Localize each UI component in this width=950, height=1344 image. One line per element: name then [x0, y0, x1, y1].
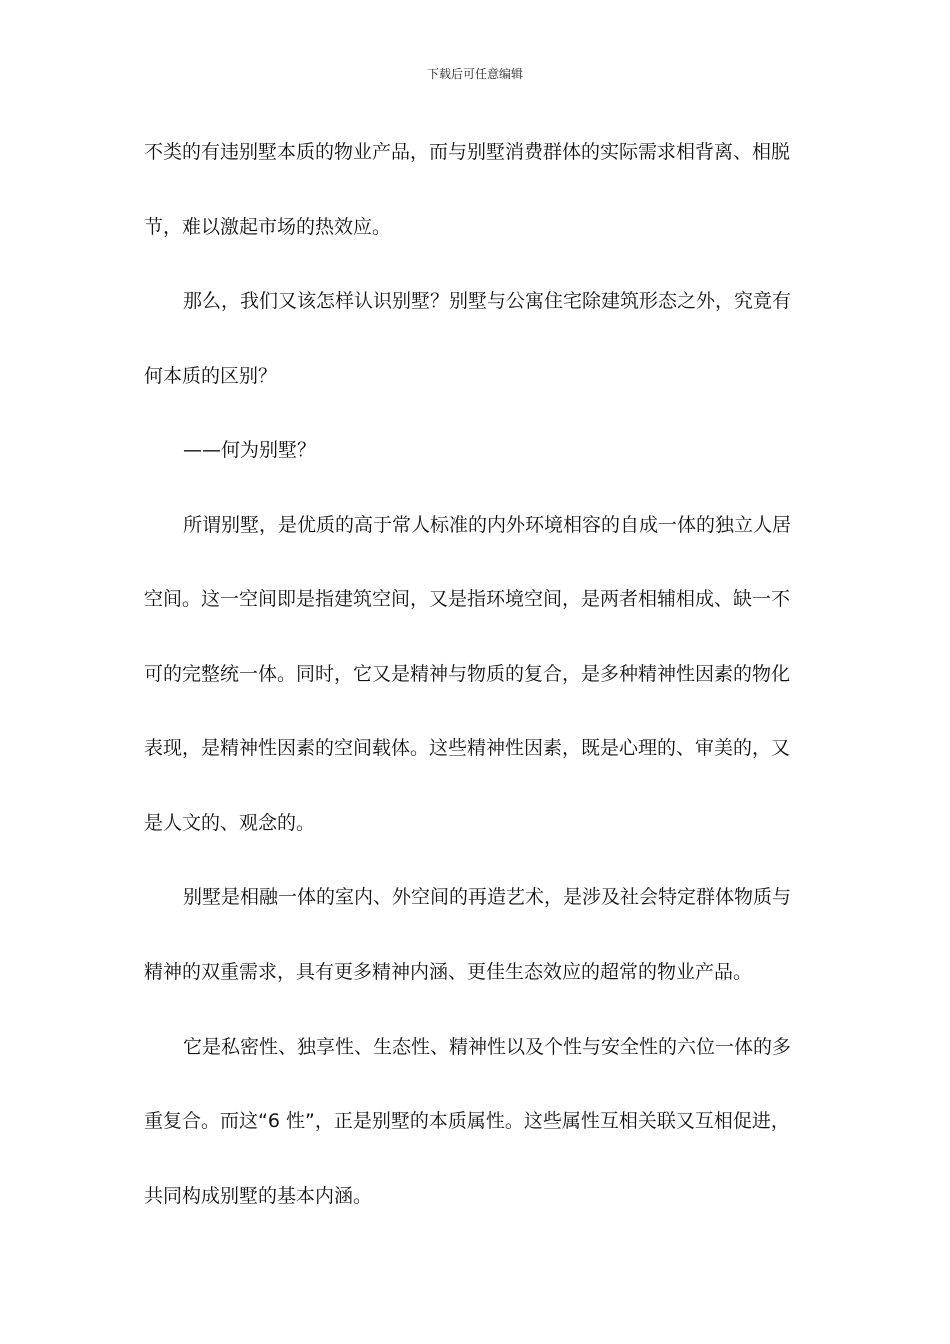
text-line: 何本质的区别？: [144, 365, 278, 387]
text-line: 所谓别墅，是优质的高于常人标准的内外环境相容的自成一体的独立人居: [183, 514, 792, 536]
section-heading: ——何为别墅？: [183, 439, 317, 461]
text-line: 重复合。而这“6 性”，正是别墅的本质属性。这些属性互相关联又互相促进，: [144, 1110, 790, 1132]
text-line: 不类的有违别墅本质的物业产品，而与别墅消费群体的实际需求相背离、相脱: [144, 141, 791, 163]
text-line: 别墅是相融一体的室内、外空间的再造艺术，是涉及社会特定群体物质与: [183, 886, 792, 908]
text-line: 精神的双重需求，具有更多精神内涵、更佳生态效应的超常的物业产品。: [144, 961, 753, 983]
text-line: 是人文的、观念的。: [144, 812, 316, 834]
page-header: 下载后可任意编辑: [426, 67, 523, 81]
text-line: 表现，是精神性因素的空间载体。这些精神性因素，既是心理的、审美的，又: [144, 737, 791, 759]
text-line: 空间。这一空间即是指建筑空间，又是指环境空间，是两者相辅相成、缺一不: [144, 588, 791, 610]
text-line: 可的完整统一体。同时，它又是精神与物质的复合，是多种精神性因素的物化: [144, 663, 791, 685]
text-line: 共同构成别墅的基本内涵。: [144, 1185, 373, 1207]
text-line: 节，难以激起市场的热效应。: [144, 216, 392, 238]
text-line: 它是私密性、独享性、生态性、精神性以及个性与安全性的六位一体的多: [183, 1036, 792, 1058]
text-line: 那么，我们又该怎样认识别墅？别墅与公寓住宅除建筑形态之外，究竟有: [183, 290, 792, 312]
